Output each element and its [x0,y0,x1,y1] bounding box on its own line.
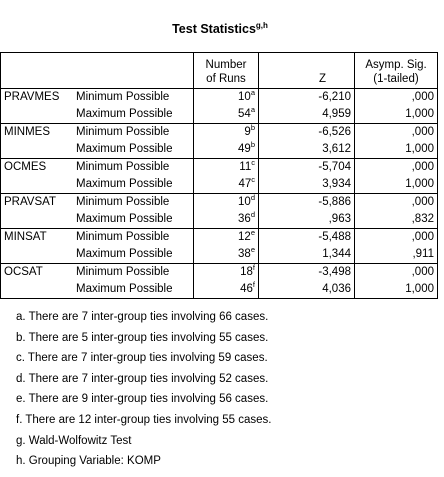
variable-name: OCSAT [1,264,74,282]
number-of-runs [194,124,259,142]
z-value: 3,934 [259,176,355,194]
variable-name: MINSAT [1,229,74,247]
table-title-text: Test Statistics [172,22,256,36]
z-value: ,963 [259,211,355,229]
number-of-runs [194,106,259,124]
number-of-runs [194,194,259,212]
footnotes [16,307,271,472]
footnote-marker: b [250,123,255,133]
table-row [1,264,438,282]
variable-name: MINMES [1,124,74,142]
asymp-sig-value: ,000 [355,264,438,282]
row-label: Minimum Possible [73,124,194,142]
runs-value: 36 [238,213,251,225]
test-statistics-table [0,52,438,299]
footnote: h. Grouping Variable: KOMP [16,455,161,468]
header-runs [194,53,259,89]
variable-name: PRAVMES [1,89,74,107]
table-row [1,124,438,142]
number-of-runs [194,229,259,247]
row-label: Minimum Possible [73,159,194,177]
variable-name [1,281,74,299]
number-of-runs [194,89,259,107]
footnote-marker: a [250,88,255,98]
number-of-runs [194,246,259,264]
z-value: -6,526 [259,124,355,142]
number-of-runs [194,211,259,229]
row-label: Minimum Possible [73,264,194,282]
table-row [1,246,438,264]
footnote-marker: c [251,176,255,185]
footnote: b. There are 5 inter-group ties involving 55 cases. [16,331,269,344]
row-label: Maximum Possible [73,141,194,159]
table-row [1,176,438,194]
variable-name [1,246,74,264]
variable-name [1,106,74,124]
variable-name: OCMES [1,159,74,177]
footnote-marker: d [250,193,255,203]
variable-name [1,141,74,159]
row-label: Maximum Possible [73,211,194,229]
asymp-sig-value: 1,000 [355,106,438,124]
asymp-sig-value: ,000 [355,89,438,107]
runs-value: 10 [238,91,251,103]
runs-value: 9 [244,126,251,138]
table-row [1,194,438,212]
header-blank-1 [1,53,74,89]
z-value: 4,959 [259,106,355,124]
z-value: 3,612 [259,141,355,159]
asymp-sig-value: ,000 [355,194,438,212]
variable-name [1,176,74,194]
footnote-marker: e [250,228,255,238]
footnote-marker: c [251,158,255,168]
table-row [1,89,438,107]
number-of-runs [194,141,259,159]
z-value: 4,036 [259,281,355,299]
asymp-sig-value: ,000 [355,124,438,142]
header-sig [355,53,438,89]
asymp-sig-value: ,000 [355,229,438,247]
row-label: Maximum Possible [73,281,194,299]
asymp-sig-value: 1,000 [355,281,438,299]
variable-name: PRAVSAT [1,194,74,212]
number-of-runs [194,281,259,299]
z-value: -5,886 [259,194,355,212]
header-runs-line2: of Runs [206,73,246,85]
asymp-sig-value: ,911 [355,246,438,264]
z-value: 1,344 [259,246,355,264]
header-sig-line1: Asymp. Sig. [365,59,427,71]
runs-value: 47 [238,178,252,190]
variable-name [1,211,74,229]
header-row [1,53,438,89]
header-sig-line2: (1-tailed) [373,73,419,85]
table-row [1,141,438,159]
runs-value: 18 [240,266,253,278]
asymp-sig-value: 1,000 [355,141,438,159]
row-label: Maximum Possible [73,246,194,264]
number-of-runs [194,264,259,282]
runs-value: 54 [238,108,251,120]
runs-value: 49 [238,143,251,155]
number-of-runs [194,159,259,177]
footnote: g. Wald-Wolfowitz Test [16,434,132,447]
header-runs-line1: Number [205,59,247,71]
table-title-superscript: g,h [255,20,268,30]
z-value: -5,704 [259,159,355,177]
table-row [1,281,438,299]
z-value: -5,488 [259,229,355,247]
footnote-marker: f [252,281,255,290]
runs-value: 10 [238,196,251,208]
row-label: Minimum Possible [73,194,194,212]
asymp-sig-value: 1,000 [355,176,438,194]
table-row [1,106,438,124]
runs-value: 38 [238,248,251,260]
header-blank-2 [73,53,194,89]
footnote: f. There are 12 inter-group ties involving 55 cases. [16,413,272,426]
row-label: Minimum Possible [73,89,194,107]
footnote: a. There are 7 inter-group ties involving 66 cases. [16,311,269,323]
runs-value: 46 [240,283,253,295]
footnote-marker: f [252,263,255,273]
runs-value: 12 [238,231,251,243]
table-row [1,229,438,247]
row-label: Maximum Possible [73,106,194,124]
footnote: d. There are 7 inter-group ties involving 52 cases. [16,372,269,385]
row-label: Maximum Possible [73,176,194,194]
runs-value: 11 [239,161,252,173]
z-value: -6,210 [259,89,355,107]
asymp-sig-value: ,832 [355,211,438,229]
z-value: -3,498 [259,264,355,282]
footnote-marker: d [250,211,255,220]
table-title [0,22,440,36]
table-row [1,211,438,229]
footnote-marker: b [250,141,255,150]
table-row [1,159,438,177]
footnote: c. There are 7 inter-group ties involving 59 cases. [16,352,268,365]
row-label: Minimum Possible [73,229,194,247]
footnote-marker: a [250,106,255,115]
number-of-runs [194,176,259,194]
footnote-marker: e [250,246,255,255]
asymp-sig-value: ,000 [355,159,438,177]
header-z: Z [259,53,355,89]
footnote: e. There are 9 inter-group ties involving 56 cases. [16,393,269,406]
